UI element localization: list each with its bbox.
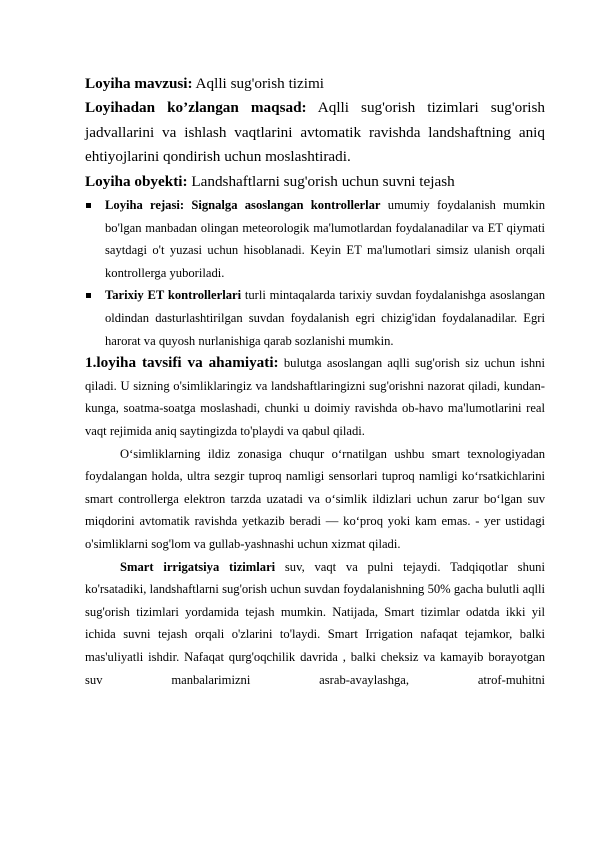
bullet-item-historical (85, 284, 545, 352)
bullet-label: Tarixiy ET kontrollerlari (105, 288, 242, 303)
section-heading-tail: bulutga asoslangan (278, 356, 383, 371)
project-object (85, 170, 545, 194)
bullet-marker (86, 293, 91, 298)
bullet-text: umumiy foydalanish mumkin bo'lgan manbadan olingan meteorologik ma'lumotlardan foydalanadilar va ET qiymati saytdagi o't yuzasi uchun hisoblanadi. Keyin ET ma'lumotlari simsiz ulanish orqali kontrollerga yuboriladi. (105, 198, 545, 280)
paragraph-sensors: O‘simliklarning ildiz zonasiga chuqur o‘rnatilgan ushbu smart texnologiyadan foydalangan holda, ultra sezgir tuproq namligi sensorlari tuproq namligi ko‘rsatkichlarini smart controllerga elektron tarzda uzatadi va o‘simlik ildizlari uchun zarur bo‘lgan suv miqdorini avtomatik ravishda yetkazib beradi — ko‘proq yoki kam emas. - yer ustidagi o'simliklarni sog'lom va gullab-yashnashi uchun xizmat qiladi. (85, 446, 545, 551)
section-description (85, 352, 545, 442)
smart-irrigation-label: Smart irrigatsiya tizimlari (120, 559, 276, 574)
section-heading: 1.loyiha tavsifi va ahamiyati: (85, 354, 279, 372)
bullet-marker (86, 203, 91, 208)
project-topic (85, 72, 545, 96)
document-page (85, 72, 545, 691)
project-goal-text: Aqlli sug'orish tizimlari sug'orish jadvallarini va ishlash vaqtlarini avtomatik ravishda landshaftning aniq ehtiyojlarini qondirish uchun moslashtiradi. (85, 99, 545, 166)
bullet-text: turli mintaqalarda tarixiy suvdan foydalanishga asoslangan oldindan dasturlashtirilgan suvdan foydalanish egri chizig'idan foydalanadilar. Egri harorat va quyosh nurlanishiga qarab sozlanishi mumkin. (105, 288, 545, 348)
project-goal (85, 96, 545, 169)
project-object-text: Landshaftlarni sug'orish uchun suvni tejash (187, 172, 455, 190)
bullet-label: Loyiha rejasi: Signalga asoslangan kontrollerlar (105, 198, 381, 213)
project-goal-label: Loyihadan ko’zlangan maqsad: (85, 99, 307, 117)
project-object-label: Loyiha obyekti: (85, 172, 188, 190)
project-topic-label: Loyiha mavzusi: (85, 75, 193, 92)
section-description-text: aqlli sug'orish siz uchun ishni qiladi. U sizning o'simliklaringiz va landshaftlaringizni sug'orishni nazorat qiladi, kundan-kunga, soatma-soatga moslashadi, chunki u doimiy ravishda ob-havo ma'lumotlarini real vaqt rejimida aniq saytingizda to'playdi va qabul qiladi. (85, 356, 545, 438)
paragraph-smart-irrigation (85, 556, 545, 692)
bullet-item-plan (85, 194, 545, 284)
smart-irrigation-text: suv, vaqt va pulni tejaydi. Tadqiqotlar shuni ko'rsatadiki, landshaftlarni sug'orish uchun suvdan foydalanishning 50% gacha bulutli aqlli sug'orish tizimlari yordamida tejash mumkin. Natijada, Smart tizimlar odatda ikki yil ichida suvni tejash orqali o'zlarini to'laydi. Smart Irrigation nafaqat tejamkor, balki mas'uliyatli ishdir. Nafaqat qurg'oqchilik davrida , balki cheksiz va kamayib borayotgan suv manbalarimizni asrab-avaylashga, atrof-muhitni (85, 559, 545, 687)
bullet-list (85, 194, 545, 352)
project-topic-text: Aqlli sug'orish tizimi (192, 75, 325, 92)
